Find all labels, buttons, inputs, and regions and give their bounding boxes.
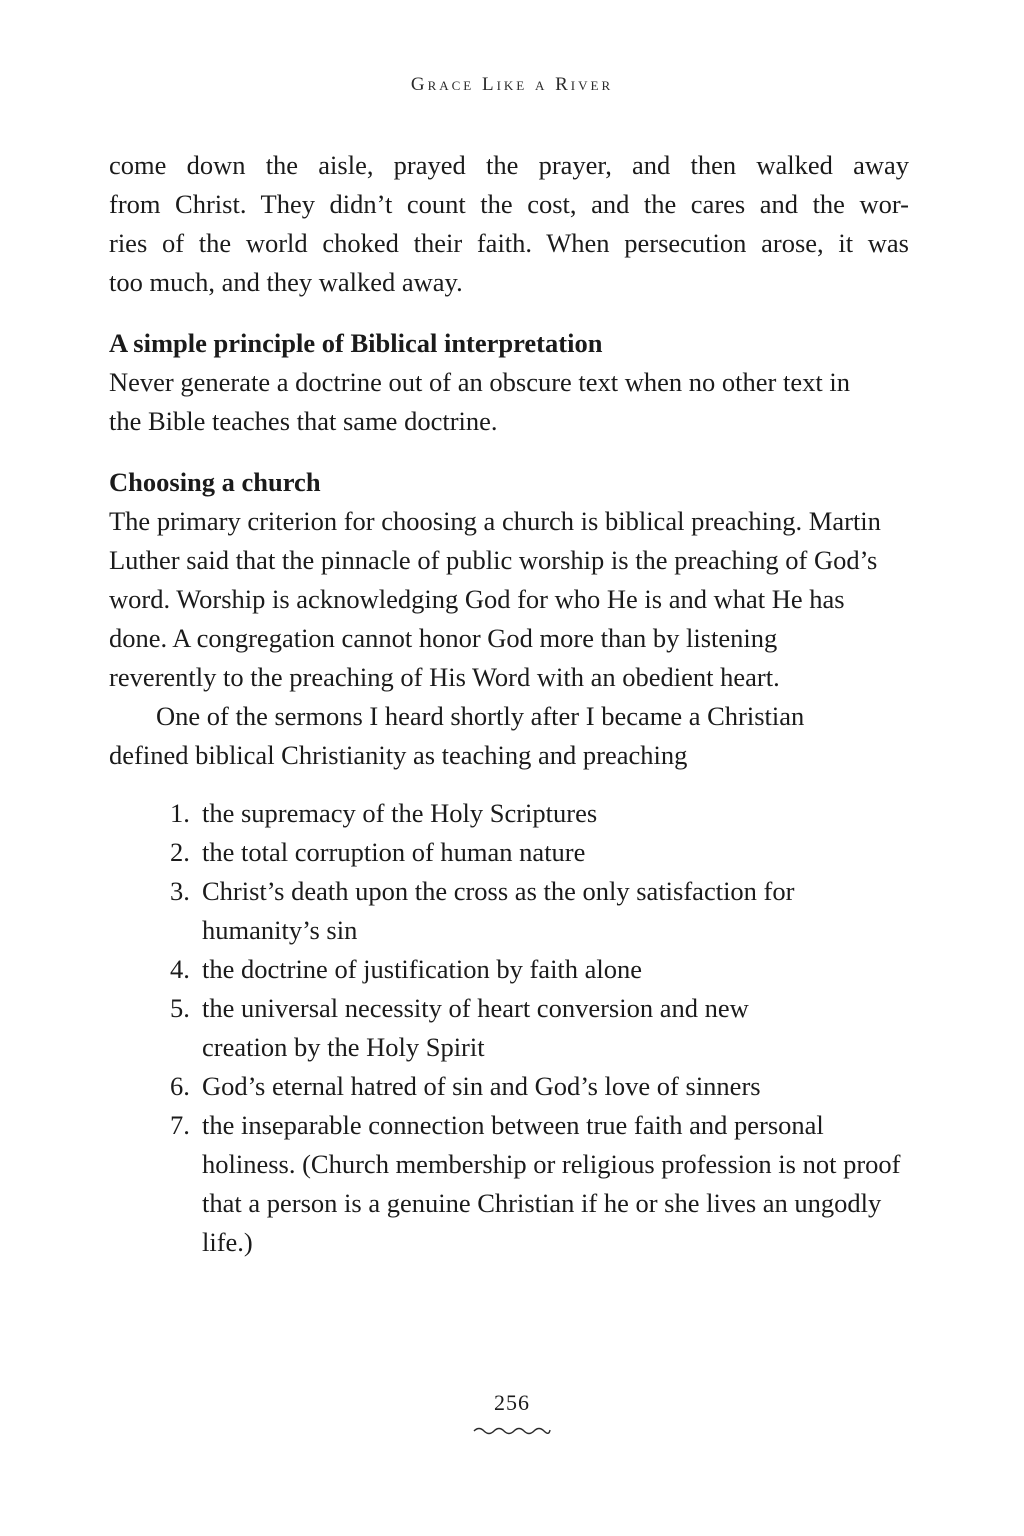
- intro-line: too much, and they walked away.: [109, 267, 463, 297]
- list-item: [109, 794, 909, 833]
- list-text: the supremacy of the Holy Scriptures: [202, 798, 598, 828]
- intro-line: come down the aisle, prayed the prayer, and then walked away: [109, 150, 909, 180]
- wave-ornament-icon: [472, 1424, 552, 1438]
- list-text: God’s eternal hatred of sin and God’s love of sinners: [202, 1071, 761, 1101]
- section-heading: A simple principle of Biblical interpretation: [109, 328, 603, 358]
- section-paragraph: Never generate a doctrine out of an obscure text when no other text in the Bible teaches that same doctrine.: [109, 367, 850, 436]
- intro-paragraph: [109, 146, 909, 302]
- section-biblical-interpretation: [109, 324, 909, 441]
- doctrine-list: [109, 794, 909, 1262]
- list-number: 4.: [170, 954, 190, 984]
- list-text: the universal necessity of heart conversion and new creation by the Holy Spirit: [202, 993, 749, 1062]
- list-item: [109, 833, 909, 872]
- list-number: 2.: [170, 837, 190, 867]
- page-body: [109, 146, 909, 1262]
- page-number: 256: [494, 1390, 530, 1415]
- list-number: 3.: [170, 876, 190, 906]
- list-text: Christ’s death upon the cross as the only satisfaction for humanity’s sin: [202, 876, 795, 945]
- list-item: [109, 1106, 907, 1262]
- section-paragraph: The primary criterion for choosing a church is biblical preaching. Martin Luther said that the pinnacle of public worship is the preaching of God’s word. Worship is acknowledging God for who He is and what He has done. A congregation cannot honor God more than by listening reverently to the preaching of His Word with an obedient heart.: [109, 506, 881, 692]
- list-number: 1.: [170, 798, 190, 828]
- section-heading: Choosing a church: [109, 467, 321, 497]
- intro-line: ries of the world choked their faith. When persecution arose, it was: [109, 228, 909, 258]
- section-choosing-church: [109, 463, 909, 775]
- section-paragraph: One of the sermons I heard shortly after I became a Christian defined biblical Christianity as teaching and preaching: [109, 701, 805, 770]
- list-number: 7.: [170, 1110, 190, 1140]
- list-item: [109, 989, 822, 1067]
- list-text: the inseparable connection between true faith and personal holiness. (Church membership or religious profession is not proof that a person is a genuine Christian if he or she lives an ungodly life.): [202, 1110, 901, 1257]
- list-number: 5.: [170, 993, 190, 1023]
- list-text: the total corruption of human nature: [202, 837, 586, 867]
- list-item: [109, 1067, 909, 1106]
- list-text: the doctrine of justification by faith alone: [202, 954, 643, 984]
- list-item: [109, 872, 867, 950]
- running-head: Grace Like a River: [410, 74, 614, 95]
- intro-line: from Christ. They didn’t count the cost, and the cares and the wor-: [109, 189, 909, 219]
- list-item: [109, 950, 909, 989]
- list-number: 6.: [170, 1071, 190, 1101]
